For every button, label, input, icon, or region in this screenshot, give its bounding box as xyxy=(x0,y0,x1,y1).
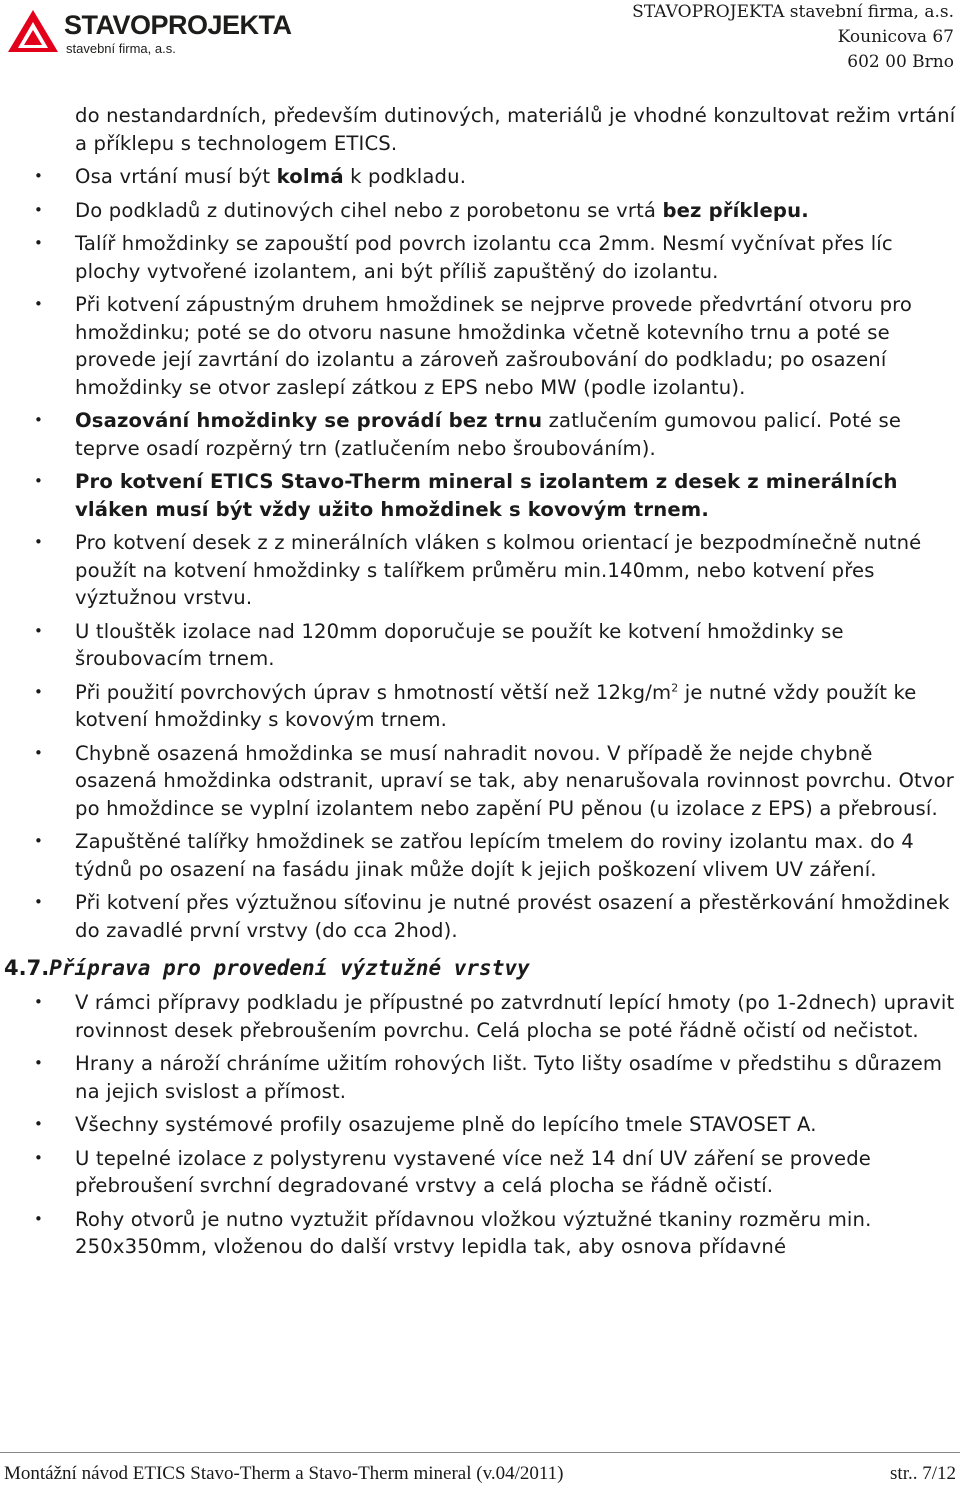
item-text: je nutné vždy použít ke kotvení hmoždinky s kovovým trnem. xyxy=(75,680,917,731)
item-text: Všechny systémové profily osazujeme plně do lepícího tmele STAVOSET A. xyxy=(75,1113,817,1136)
item-text: k podkladu. xyxy=(343,165,467,188)
logo-name: STAVOPROJEKTA xyxy=(64,10,292,40)
anchoring-list xyxy=(0,163,960,944)
item-text: Pro kotvení desek z z minerálních vláken s kolmou orientací je bezpodmínečně nutné použít na kotvení hmoždinky s talířkem průměru min.140mm, nebo kotvení přes výztužnou vrstvu. xyxy=(75,531,922,609)
superscript-text: 2 xyxy=(671,680,679,694)
footer-document-title: Montážní návod ETICS Stavo-Therm a Stavo-Therm mineral (v.04/2011) xyxy=(4,1463,564,1484)
address-line-street: Kounicova 67 xyxy=(837,27,954,47)
list-item xyxy=(0,468,960,523)
list-item xyxy=(0,989,960,1044)
bold-text: kolmá xyxy=(276,165,344,188)
list-item xyxy=(0,197,960,225)
list-item xyxy=(0,291,960,401)
list-item xyxy=(0,163,960,191)
footer-page-number: str.. 7/12 xyxy=(890,1463,956,1484)
address-line-city: 602 00 Brno xyxy=(847,52,954,72)
company-address xyxy=(632,0,954,75)
section-number: 4.7. xyxy=(4,956,50,980)
list-item xyxy=(0,618,960,673)
preparation-list xyxy=(0,989,960,1261)
list-item xyxy=(0,407,960,462)
list-item xyxy=(0,740,960,823)
company-logo xyxy=(6,8,292,56)
item-text: Zapuštěné talířky hmoždinek se zatřou lepícím tmelem do roviny izolantu max. do 4 týdnů po osazení na fasádu jinak může dojít k jejich poškození vlivem UV záření. xyxy=(75,830,914,881)
address-line-company: STAVOPROJEKTA stavební firma, a.s. xyxy=(632,2,954,22)
bold-text: Pro kotvení ETICS Stavo-Therm mineral s izolantem z desek z minerálních vláken musí být vždy užito hmoždinek s kovovým trnem. xyxy=(75,470,898,521)
list-item xyxy=(0,889,960,944)
list-item xyxy=(0,1206,960,1261)
item-text: Při kotvení přes výztužnou síťovinu je nutné provést osazení a přestěrkování hmoždinek do zavadlé první vrstvy (do cca 2hod). xyxy=(75,891,950,942)
item-text: U tepelné izolace z polystyrenu vystavené více než 14 dní UV záření se provede přebroušení svrchní degradované vrstvy a celá plocha se řádně očistí. xyxy=(75,1146,872,1197)
item-text: U tlouštěk izolace nad 120mm doporučuje se použít ke kotvení hmoždinky se šroubovacím trnem. xyxy=(75,619,844,670)
item-text: Hrany a nároží chráníme užitím rohových lišt. Tyto lišty osadíme v předstihu s důrazem na jejich svislost a přímost. xyxy=(75,1052,943,1103)
list-item xyxy=(0,679,960,734)
item-text: Do podkladů z dutinových cihel nebo z porobetonu se vrtá xyxy=(75,198,663,222)
bold-text: Osazování hmoždinky se provádí bez trnu xyxy=(75,409,543,432)
document-body xyxy=(0,102,960,1261)
item-text: zatlučením gumovou palicí. Poté se teprve osadí rozpěrný trn (zatlučením nebo šroubováním). xyxy=(75,409,902,460)
list-item xyxy=(0,1145,960,1200)
list-item xyxy=(0,230,960,285)
item-text: Při použití povrchových úprav s hmotností větší než 12kg/m xyxy=(75,680,672,704)
list-item xyxy=(0,1111,960,1139)
item-text: Při kotvení zápustným druhem hmoždinek se nejprve provede předvrtání otvoru pro hmoždinku; poté se do otvoru nasune hmoždinka včetně kotevního trnu a poté se provede její zavrtání do izolantu a zároveň zašroubování do podkladu; po osazení hmoždinky se otvor zaslepí zátkou z EPS nebo MW (podle izolantu). xyxy=(75,293,913,399)
list-item xyxy=(0,828,960,883)
item-text: Rohy otvorů je nutno vyztužit přídavnou vložkou výztužné tkaniny rozměru min. 250x350mm, vloženou do další vrstvy lepidla tak, aby osnova přídavné xyxy=(75,1207,872,1258)
section-heading xyxy=(0,953,960,983)
item-text: Osa vrtání musí být xyxy=(75,165,277,188)
logo-subtitle: stavební firma, a.s. xyxy=(66,41,176,56)
section-title: Příprava pro provedení výztužné vrstvy xyxy=(49,956,530,980)
item-text: V rámci přípravy podkladu je přípustné po zatvrdnutí lepící hmoty (po 1-2dnech) upravit rovinnost desek přebroušením povrchu. Celá plocha se poté řádně očistí od nečistot. xyxy=(75,991,955,1042)
company-logo-icon xyxy=(6,8,60,54)
footer-divider xyxy=(0,1452,960,1453)
list-item xyxy=(0,529,960,612)
intro-paragraph: do nestandardních, především dutinových, materiálů je vhodné konzultovat režim vrtání a příklepu s technologem ETICS. xyxy=(75,104,956,155)
list-item xyxy=(0,1050,960,1105)
item-text: Talíř hmoždinky se zapouští pod povrch izolantu cca 2mm. Nesmí vyčnívat přes líc plochy vytvořené izolantem, ani být příliš zapuštěný do izolantu. xyxy=(75,232,893,283)
item-text: Chybně osazená hmoždinka se musí nahradit novou. V případě že nejde chybně osazená hmoždinka odstranit, upraví se tak, aby nenarušovala rovinnost povrchu. Otvor po hmoždince se vyplní izolantem nebo zapění PU pěnou (u izolace z EPS) a přebrousí. xyxy=(75,741,954,820)
bold-text: bez příklepu. xyxy=(662,198,809,222)
